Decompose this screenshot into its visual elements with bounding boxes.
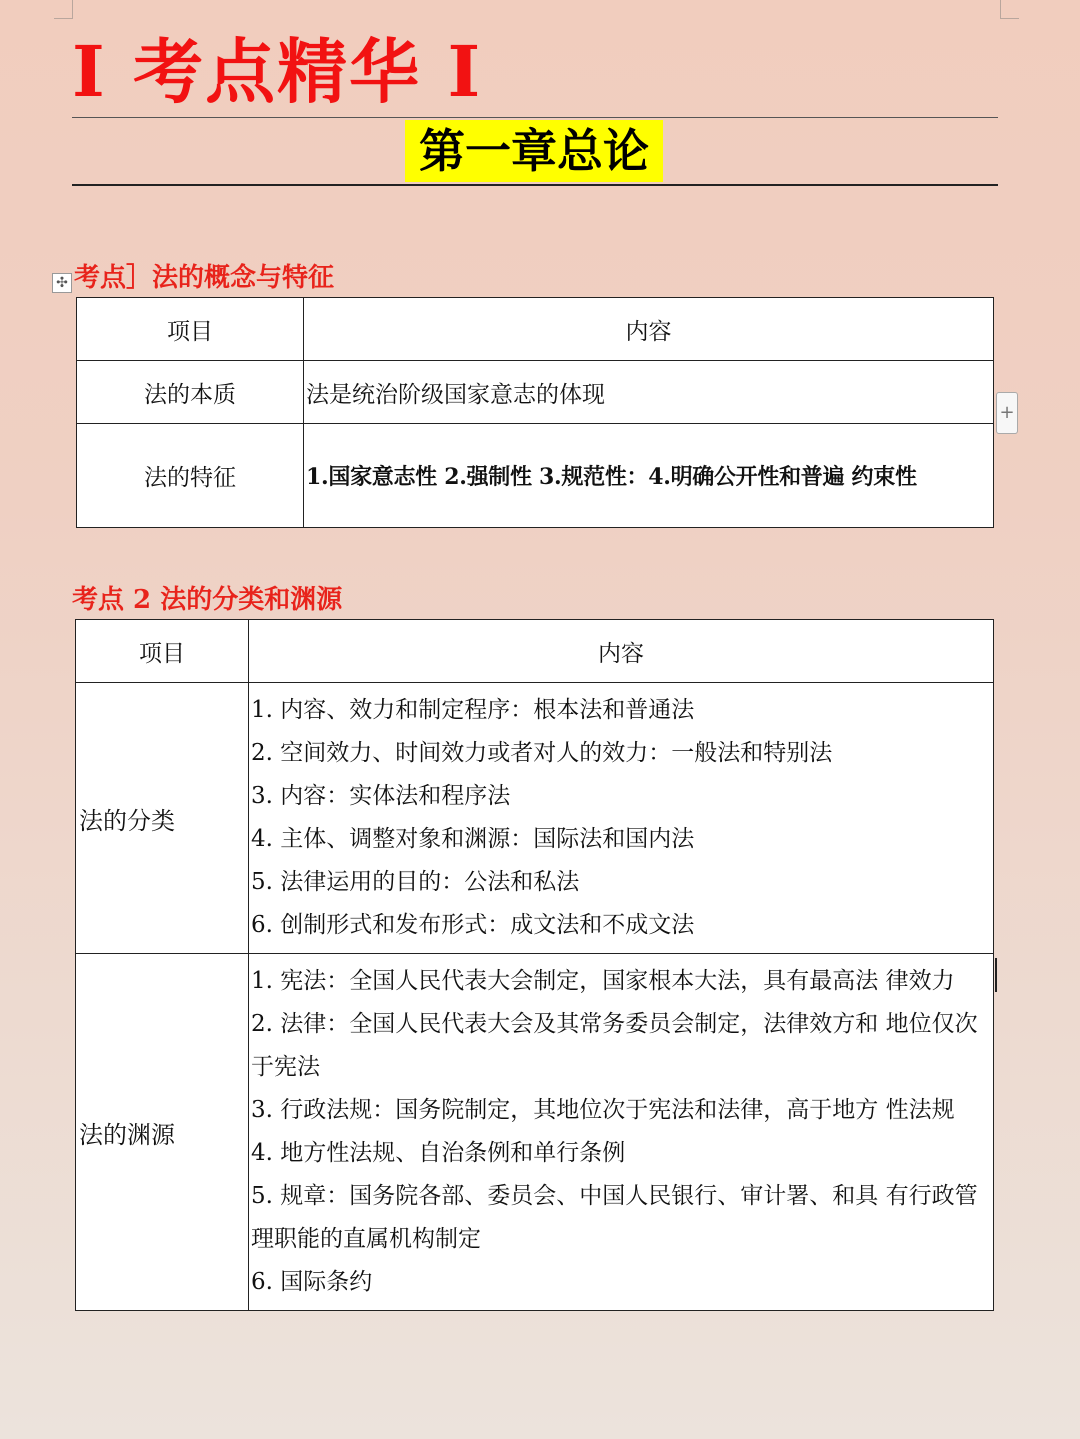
row-value (249, 954, 994, 1311)
section-heading-concept: 考点］法的概念与特征 (74, 263, 335, 293)
table-row (77, 361, 994, 424)
list-item: 4. 主体、调整对象和渊源：国际法和国内法 (251, 826, 695, 852)
divider (72, 117, 998, 118)
add-column-button[interactable]: + (996, 392, 1018, 434)
col-header-item: 项目 (77, 298, 304, 361)
row-label: 法的分类 (76, 683, 249, 954)
list-item: 1. 内容、效力和制定程序：根本法和普通法 (251, 697, 695, 723)
concept-table (76, 297, 994, 528)
list-item: 3. 行政法规：国务院制定，其地位次于宪法和法律，高于地方 性法规 (251, 1097, 955, 1123)
table-row (76, 683, 994, 954)
list-item: 2. 法律：全国人民代表大会及其常务委员会制定，法律效方和 地位仅次于宪法 (251, 1011, 978, 1080)
list-item: 3. 内容：实体法和程序法 (251, 783, 511, 809)
list-item: 4. 地方性法规、自治条例和单行条例 (251, 1140, 626, 1166)
list-item: 2. 空间效力、时间效力或者对人的效力：一般法和特别法 (251, 740, 833, 766)
page-corner-mark (1000, 0, 1019, 19)
row-label: 法的特征 (77, 424, 304, 528)
list-item: 5. 法律运用的目的：公法和私法 (251, 869, 580, 895)
col-header-item: 项目 (76, 620, 249, 683)
col-header-content: 内容 (304, 298, 994, 361)
table-header-row (77, 298, 994, 361)
list-item: 1. 宪法：全国人民代表大会制定，国家根本大法，具有最高法 律效力 (251, 968, 955, 994)
row-value: 法是统治阶级国家意志的体现 (304, 361, 994, 424)
main-title: I 考点精华 I (72, 30, 483, 113)
list-item: 6. 创制形式和发布形式：成文法和不成文法 (251, 912, 695, 938)
row-value: 1.国家意志性 2.强制性 3.规范性：4.明确公开性和普遍 约束性 (304, 424, 994, 528)
row-label: 法的本质 (77, 361, 304, 424)
section-heading-classification: 考点 2 法的分类和渊源 (72, 585, 343, 615)
list-item: 6. 国际条约 (251, 1269, 373, 1295)
classification-table (75, 619, 994, 1311)
row-value (249, 683, 994, 954)
row-label: 法的渊源 (76, 954, 249, 1311)
table-move-handle-icon[interactable]: ✣ (52, 273, 72, 293)
page-corner-mark (54, 0, 73, 19)
table-row (76, 954, 994, 1311)
list-item: 5. 规章：国务院各部、委员会、中国人民银行、审计署、和具 有行政管理职能的直属机构制定 (251, 1183, 978, 1252)
divider (72, 184, 998, 186)
chapter-title: 第一章总论 (405, 120, 663, 182)
table-row (77, 424, 994, 528)
table-header-row (76, 620, 994, 683)
text-cursor (995, 958, 997, 992)
col-header-content: 内容 (249, 620, 994, 683)
